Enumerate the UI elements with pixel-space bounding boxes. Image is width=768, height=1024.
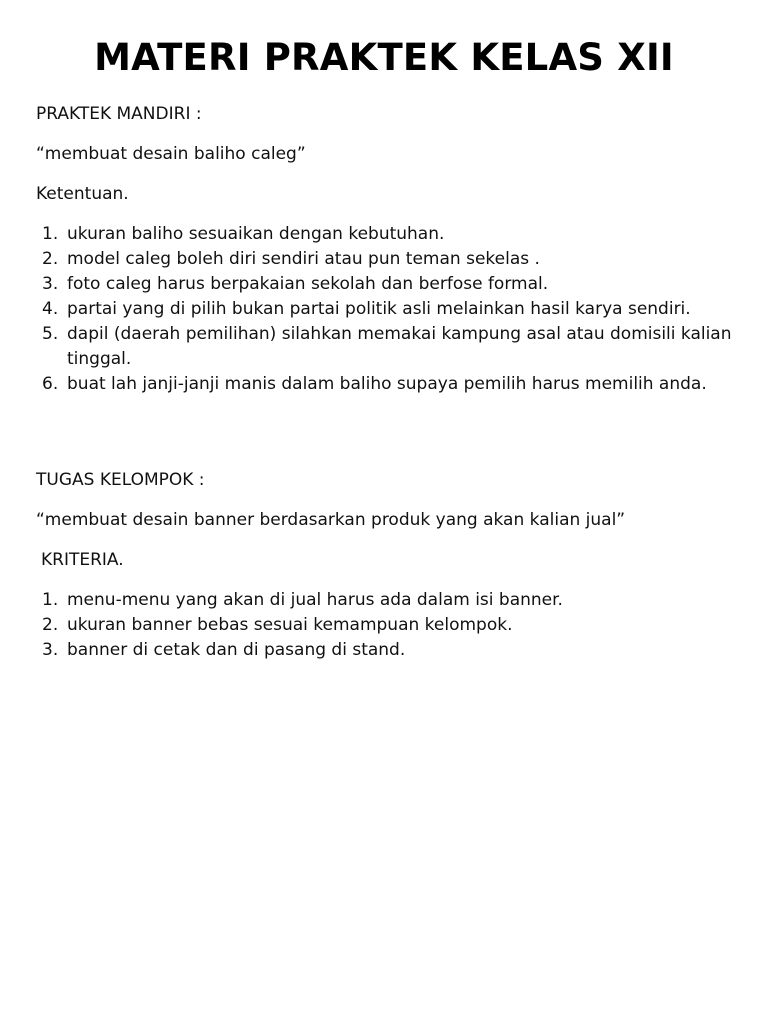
item-number: 3.: [42, 640, 59, 660]
item-text: buat lah janji-janji manis dalam baliho supaya pemilih harus memilih anda.: [67, 374, 707, 394]
rules-list: [36, 222, 736, 397]
item-text: model caleg boleh diri sendiri atau pun teman sekelas .: [67, 249, 540, 269]
list-item: [36, 588, 736, 613]
list-item: [36, 613, 736, 638]
task-description: “membuat desain banner berdasarkan produk yang akan kalian jual”: [36, 510, 626, 530]
item-number: 1.: [42, 590, 59, 610]
list-item: [36, 638, 736, 663]
document-body: [36, 102, 736, 663]
task-description: “membuat desain baliho caleg”: [36, 144, 306, 164]
item-number: 2.: [42, 615, 59, 635]
criteria-list: [36, 588, 736, 663]
list-item: [36, 222, 736, 247]
section-praktek-mandiri: [36, 102, 736, 397]
item-text: dapil (daerah pemilihan) silahkan memakai kampung asal atau domisili kalian tinggal.: [67, 324, 732, 369]
section-heading: TUGAS KELOMPOK :: [36, 470, 205, 490]
rules-label: Ketentuan.: [36, 184, 129, 204]
item-number: 6.: [42, 374, 59, 394]
item-text: banner di cetak dan di pasang di stand.: [67, 640, 406, 660]
section-tugas-kelompok: [36, 468, 736, 663]
list-item: [36, 247, 736, 272]
item-number: 4.: [42, 299, 59, 319]
list-item: [36, 372, 736, 397]
item-number: 3.: [42, 274, 59, 294]
section-heading: PRAKTEK MANDIRI :: [36, 104, 202, 124]
list-item: [36, 297, 736, 322]
item-text: ukuran baliho sesuaikan dengan kebutuhan.: [67, 224, 445, 244]
item-text: menu-menu yang akan di jual harus ada dalam isi banner.: [67, 590, 563, 610]
page-title: MATERI PRAKTEK KELAS XII: [94, 36, 674, 79]
item-text: partai yang di pilih bukan partai politik asli melainkan hasil karya sendiri.: [67, 299, 691, 319]
item-text: ukuran banner bebas sesuai kemampuan kelompok.: [67, 615, 513, 635]
criteria-label: KRITERIA.: [41, 550, 124, 570]
list-item: [36, 272, 736, 297]
section-spacer: [36, 412, 736, 468]
item-number: 5.: [42, 324, 59, 344]
item-number: 2.: [42, 249, 59, 269]
list-item: [36, 322, 736, 372]
item-number: 1.: [42, 224, 59, 244]
item-text: foto caleg harus berpakaian sekolah dan berfose formal.: [67, 274, 549, 294]
